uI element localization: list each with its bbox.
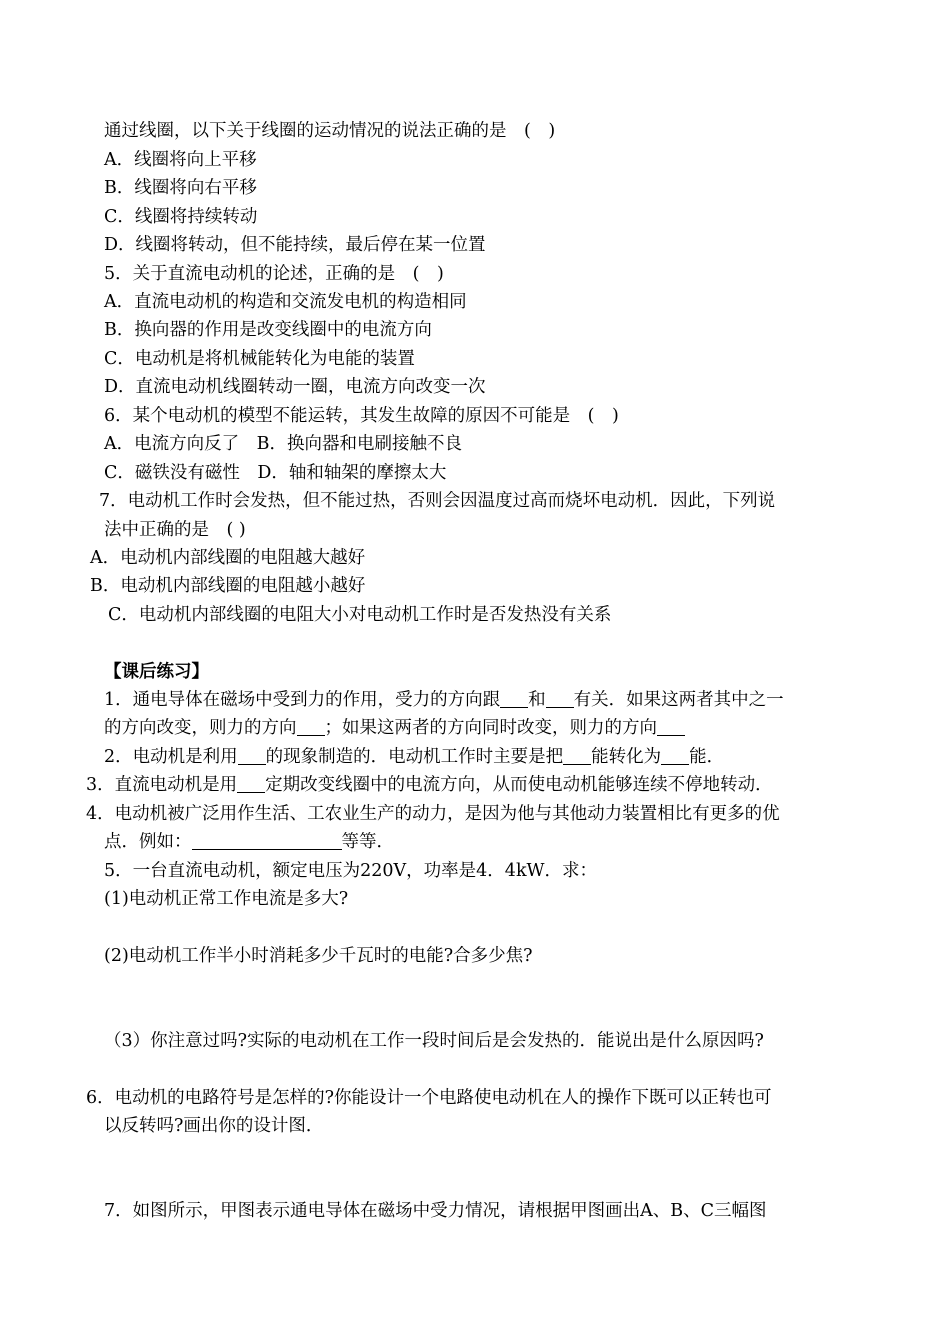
blank[interactable] — [661, 746, 689, 765]
option-b: B．电动机内部线圈的电阻越小越好 — [90, 576, 366, 596]
option-c: C．电动机是将机械能转化为电能的装置 — [104, 349, 415, 369]
exercise-6-line-1: 6．电动机的电路符号是怎样的?你能设计一个电路使电动机在人的操作下既可以正转也可 — [86, 1088, 772, 1108]
exercise-3 — [86, 773, 773, 797]
exercise-5-part-2: (2)电动机工作半小时消耗多少千瓦时的电能?合多少焦? — [104, 946, 533, 966]
exercise-2-text: 2．电动机是利用 — [104, 747, 238, 767]
blank[interactable] — [238, 746, 266, 765]
exercise-4-line-2 — [104, 830, 394, 854]
exercise-1-text: 1．通电导体在磁场中受到力的作用，受力的方向跟 — [104, 690, 501, 710]
exercise-2 — [104, 745, 724, 769]
option-a: A．电动机内部线圈的电阻越大越好 — [90, 548, 366, 568]
question-6-stem: 6．某个电动机的模型不能运转，其发生故障的原因不可能是 ( ) — [104, 406, 619, 426]
exercise-6-line-2: 以反转吗?画出你的设计图． — [104, 1116, 324, 1136]
exercise-7: 7．如图所示，甲图表示通电导体在磁场中受力情况，请根据甲图画出A、B、C三幅图 — [104, 1201, 767, 1221]
question-5-stem: 5．关于直流电动机的论述，正确的是 ( ) — [104, 264, 444, 284]
exercise-2-text: 的现象制造的．电动机工作时主要是把 — [265, 747, 564, 767]
blank[interactable] — [500, 689, 528, 708]
option-d: D．线圈将转动，但不能持续，最后停在某一位置 — [104, 235, 486, 255]
exercise-1-text: 有关．如果这两者其中之一 — [573, 690, 784, 710]
option-b: B．换向器的作用是改变线圈中的电流方向 — [104, 320, 432, 340]
exercise-2-text: 能转化为 — [591, 747, 662, 767]
exercise-1-text: 的方向改变，则力的方向 — [104, 718, 297, 738]
exercise-5-stem: 5．一台直流电动机，额定电压为220V，功率是4．4kW．求： — [104, 861, 598, 881]
exercise-3-text: 3．直流电动机是用 — [86, 775, 238, 795]
exercise-3-text: 定期改变线圈中的电流方向，从而使电动机能够连续不停地转动． — [265, 775, 773, 795]
question-7-stem-continued: 法中正确的是 ( ) — [104, 520, 246, 540]
exercise-4-text: 点．例如： — [104, 832, 192, 852]
exercise-2-text: 能． — [689, 747, 725, 767]
options-c-d: C．磁铁没有磁性 D．轴和轴架的摩擦太大 — [104, 463, 447, 483]
option-a: A．直流电动机的构造和交流发电机的构造相同 — [104, 292, 467, 312]
options-a-b: A．电流方向反了 B．换向器和电刷接触不良 — [104, 434, 462, 454]
exercise-5-part-3: （3）你注意过吗?实际的电动机在工作一段时间后是会发热的．能说出是什么原因吗? — [104, 1031, 764, 1051]
blank[interactable] — [546, 689, 574, 708]
blank[interactable] — [192, 831, 342, 850]
option-a: A．线圈将向上平移 — [104, 150, 257, 170]
exercise-1-text: 和 — [528, 690, 546, 710]
option-c: C．电动机内部线圈的电阻大小对电动机工作时是否发热没有关系 — [108, 605, 612, 625]
exercise-5-part-1: (1)电动机正常工作电流是多大? — [104, 889, 349, 909]
option-d: D．直流电动机线圈转动一圈，电流方向改变一次 — [104, 377, 486, 397]
exercise-4-text: 等等． — [341, 832, 394, 852]
exercise-1-text: ；如果这两者的方向同时改变，则力的方向 — [324, 718, 657, 738]
exercise-4-line-1: 4．电动机被广泛用作生活、工农业生产的动力，是因为他与其他动力装置相比有更多的优 — [86, 804, 780, 824]
blank[interactable] — [563, 746, 591, 765]
section-title: 【课后练习】 — [104, 662, 209, 682]
exercise-1-line-2 — [104, 716, 685, 740]
blank[interactable] — [237, 774, 265, 793]
option-c: C．线圈将持续转动 — [104, 207, 258, 227]
blank[interactable] — [297, 717, 325, 736]
question-7-stem: 7．电动机工作时会发热，但不能过热，否则会因温度过高而烧坏电动机．因此，下列说 — [99, 491, 776, 511]
question-4-stem-continued: 通过线圈，以下关于线圈的运动情况的说法正确的是 ( ) — [104, 121, 556, 141]
option-b: B．线圈将向右平移 — [104, 178, 257, 198]
blank[interactable] — [657, 717, 685, 736]
exercise-1-line-1 — [104, 688, 784, 712]
